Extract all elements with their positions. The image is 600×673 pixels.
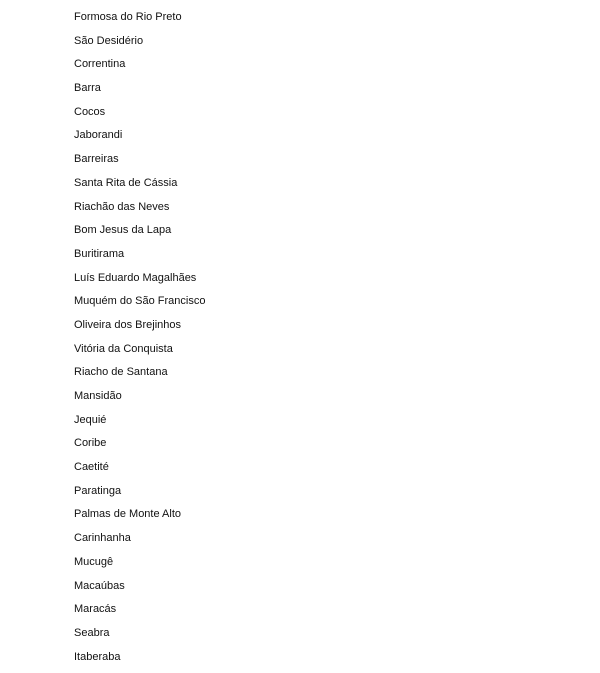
city-list (74, 7, 205, 670)
list-item: Palmas de Monte Alto (74, 508, 182, 521)
list-item: Macaúbas (74, 579, 125, 592)
list-item: Formosa do Rio Preto (74, 11, 182, 23)
list-item: Buritirama (74, 247, 125, 260)
list-item: Mansidão (74, 390, 122, 402)
list-item: Maracás (74, 603, 117, 616)
list-item: Jaborandi (74, 129, 123, 142)
list-item: Carinhanha (74, 532, 131, 545)
list-item: Itaberaba (74, 650, 121, 663)
list-item: Correntina (74, 58, 126, 71)
list-item: Riacho de Santana (74, 366, 168, 379)
list-item: Muquém do São Francisco (74, 295, 206, 308)
list-item: Barreiras (74, 153, 119, 166)
list-item: Barra (74, 82, 101, 95)
list-item: Vitória da Conquista (74, 342, 173, 355)
list-item: Santa Rita de Cássia (74, 176, 178, 189)
list-item: Jequié (74, 413, 107, 426)
list-item: Caetité (74, 461, 109, 474)
list-item: Mucugê (74, 555, 114, 568)
list-item: Paratinga (74, 484, 122, 497)
list-item: Oliveira dos Brejinhos (74, 318, 181, 331)
list-item: Riachão das Neves (74, 200, 170, 213)
list-item: Bom Jesus da Lapa (74, 224, 172, 237)
list-item: Luís Eduardo Magalhães (74, 271, 197, 284)
list-item: São Desidério (74, 34, 144, 47)
list-item: Coribe (74, 437, 107, 450)
list-item: Cocos (74, 105, 106, 118)
list-item: Seabra (74, 626, 110, 639)
